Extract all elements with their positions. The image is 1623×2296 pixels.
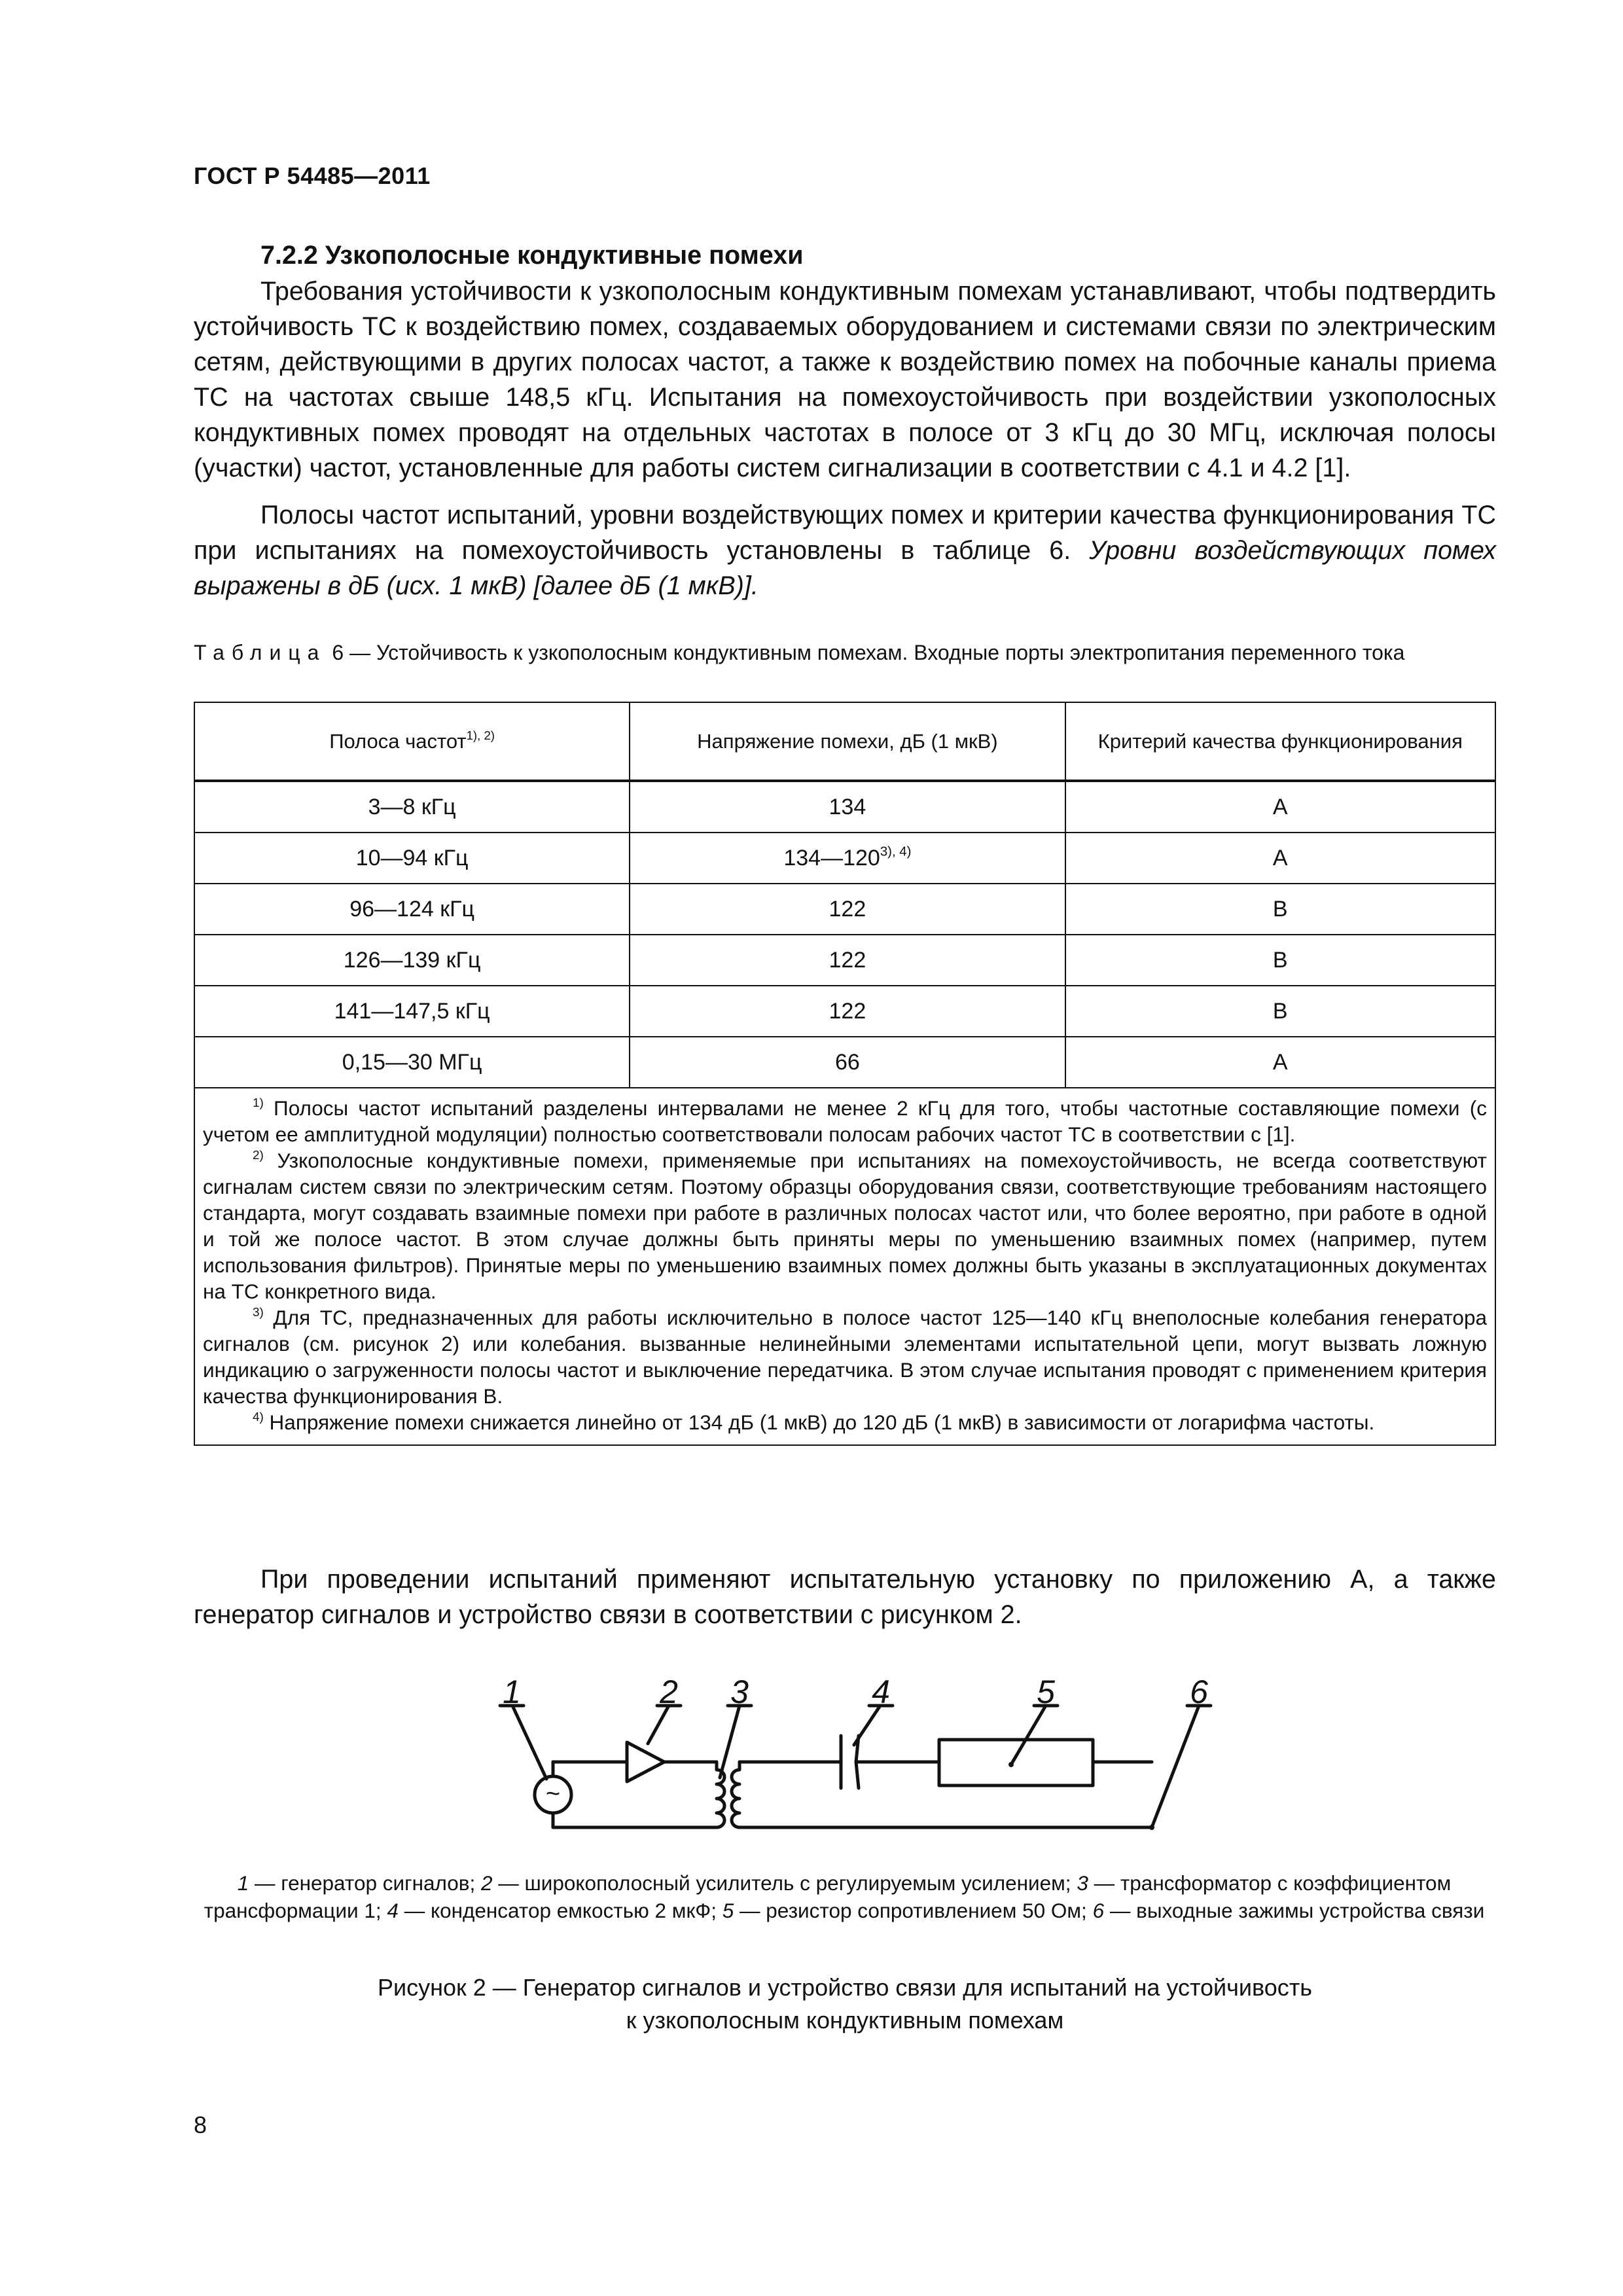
cell-band: 0,15—30 МГц bbox=[194, 1037, 630, 1088]
label-3: 3 bbox=[730, 1674, 749, 1710]
transformer-secondary bbox=[732, 1762, 740, 1827]
note-mark: 4) bbox=[253, 1410, 264, 1424]
note-text: Для ТС, предназначенных для работы исключительно в полосе частот 125—140 кГц внеполосные колебания генератора сигналов (см. рисунок 2) или колебания. вызванные нелинейными элементами испытательной цепи, могут вызвать ложную индикацию о загруженности полосы частот и выключение передатчика. В этом случае испытания проводят с применением критерия качества функционирования В. bbox=[203, 1306, 1487, 1408]
circuit-diagram bbox=[458, 1666, 1243, 1843]
legend-num: 4 bbox=[387, 1899, 399, 1922]
cell-band: 141—147,5 кГц bbox=[194, 986, 630, 1037]
note-mark: 3) bbox=[253, 1305, 264, 1319]
cell-voltage-footnote: 3), 4) bbox=[880, 844, 912, 859]
label-2: 2 bbox=[660, 1674, 678, 1710]
leader-3 bbox=[720, 1706, 740, 1778]
cell-band: 96—124 кГц bbox=[194, 884, 630, 935]
header-band-label: Полоса частот bbox=[329, 729, 467, 753]
cell-band: 126—139 кГц bbox=[194, 935, 630, 986]
generator-symbol-glyph: ~ bbox=[545, 1780, 561, 1808]
figure-caption bbox=[194, 1971, 1496, 2037]
cell-criterion: В bbox=[1065, 935, 1495, 986]
cell-voltage bbox=[630, 935, 1065, 986]
cell-voltage bbox=[630, 986, 1065, 1037]
standard-header: ГОСТ Р 54485—2011 bbox=[194, 162, 431, 189]
legend-num: 1 bbox=[237, 1871, 249, 1895]
table-caption-label: Таблица bbox=[194, 641, 327, 664]
legend-num: 6 bbox=[1092, 1899, 1105, 1922]
label-6: 6 bbox=[1190, 1674, 1208, 1710]
section-paragraph-3: При проведении испытаний применяют испытательную установку по приложению А, а также генератор сигналов и устройство связи в соответствии с рисунком 2. bbox=[194, 1565, 1496, 1629]
legend-num: 3 bbox=[1077, 1871, 1088, 1895]
leader-5 bbox=[1011, 1706, 1046, 1765]
cell-voltage-value: 134—120 bbox=[783, 845, 880, 870]
legend-text: — трансформатор с коэффициентом трансформации 1; bbox=[204, 1871, 1452, 1922]
cell-criterion: В bbox=[1065, 986, 1495, 1037]
leader-6 bbox=[1152, 1706, 1199, 1827]
header-criterion: Критерий качества функционирования bbox=[1065, 702, 1495, 781]
output-terminal-dot bbox=[1149, 1825, 1154, 1830]
legend-num: 5 bbox=[722, 1899, 734, 1922]
resistor-leader-dot bbox=[1008, 1762, 1014, 1767]
legend-text: — резистор сопротивлением 50 Ом; bbox=[734, 1899, 1093, 1922]
legend-text: — выходные зажимы устройства связи bbox=[1104, 1899, 1485, 1922]
cell-criterion: А bbox=[1065, 833, 1495, 884]
table-caption-text: 6 — Устойчивость к узкополосным кондуктивным помехам. Входные порты электропитания переменного тока bbox=[326, 641, 1405, 664]
table-row bbox=[194, 833, 1495, 884]
leader-1 bbox=[512, 1706, 546, 1779]
header-band-footnote: 1), 2) bbox=[466, 728, 495, 742]
table-row bbox=[194, 884, 1495, 935]
section-paragraph-2 bbox=[194, 497, 1496, 603]
table-row bbox=[194, 935, 1495, 986]
section-title: 7.2.2 Узкополосные кондуктивные помехи bbox=[260, 241, 804, 270]
leader-2 bbox=[648, 1706, 669, 1744]
amplifier-symbol bbox=[627, 1742, 664, 1782]
table-row bbox=[194, 781, 1495, 833]
note-text: Напряжение помехи снижается линейно от 134 дБ (1 мкВ) до 120 дБ (1 мкВ) в зависимости от логарифма частоты. bbox=[263, 1410, 1375, 1434]
table-note bbox=[203, 1304, 1487, 1409]
legend-text: — генератор сигналов; bbox=[249, 1871, 481, 1895]
table-caption bbox=[194, 639, 1496, 666]
paragraph-2-italic-text: Уровни воздействующих помех выражены в дБ (исх. 1 мкВ) [далее дБ (1 мкВ)]. bbox=[194, 536, 1496, 600]
cell-voltage bbox=[630, 884, 1065, 935]
header-voltage: Напряжение помехи, дБ (1 мкВ) bbox=[630, 702, 1065, 781]
cell-voltage bbox=[630, 781, 1065, 833]
section-paragraph-1: Требования устойчивости к узкополосным кондуктивным помехам устанавливают, чтобы подтвердить устойчивость ТС к воздействию помех, создаваемых оборудованием и системами связи по электрическим сетям, действующими в других полосах частот, а также к воздействию помех на побочные каналы приема ТС на частотах свыше 148,5 кГц. Испытания на помехоустойчивость при воздействии узкополосных кондуктивных помех проводят на отдельных частотах в полосе от 3 кГц до 30 МГц, исключая полосы (участки) частот, установленные для работы систем сигнализации в соответствии с 4.1 и 4.2 [1]. bbox=[194, 277, 1496, 482]
table-row bbox=[194, 986, 1495, 1037]
table-note bbox=[203, 1409, 1487, 1435]
cell-criterion: А bbox=[1065, 781, 1495, 833]
table-row bbox=[194, 1037, 1495, 1088]
figure-caption-line-2: к узкополосным кондуктивным помехам bbox=[626, 2007, 1064, 2034]
cell-band: 10—94 кГц bbox=[194, 833, 630, 884]
cell-voltage bbox=[630, 1037, 1065, 1088]
note-text: Узкополосные кондуктивные помехи, применяемые при испытаниях на помехоустойчивость, не всегда соответствуют сигналам систем связи по электрическим сетям. Поэтому образцы оборудования связи, соответствующие требованиям настоящего стандарта, могут создавать взаимные помехи при работе в различных полосах частот или, что более вероятно, при работе в одной и той же полосе частот. В этом случае должны быть приняты меры по уменьшению взаимных помех (например, путем использования фильтров). Принятые меры по уменьшению взаимных помех должны быть указаны в эксплуатационных документах на ТС конкретного вида. bbox=[203, 1149, 1487, 1303]
header-band bbox=[194, 702, 630, 781]
note-mark: 2) bbox=[253, 1148, 264, 1162]
figure-legend bbox=[196, 1869, 1492, 1924]
cell-voltage-value: 66 bbox=[834, 1049, 860, 1075]
legend-text: — конденсатор емкостью 2 мкФ; bbox=[398, 1899, 722, 1922]
paragraph-2-text: Полосы частот испытаний, уровни воздействующих помех и критерии качества функционирования ТС при испытаниях на помехоустойчивость установлены в таблице 6. bbox=[194, 501, 1496, 565]
cell-criterion: А bbox=[1065, 1037, 1495, 1088]
table-note bbox=[203, 1095, 1487, 1147]
figure-caption-line-1: Рисунок 2 — Генератор сигналов и устройство связи для испытаний на устойчивость bbox=[377, 1974, 1313, 2001]
label-4: 4 bbox=[872, 1674, 890, 1710]
cell-voltage-value: 122 bbox=[829, 947, 866, 973]
label-5: 5 bbox=[1037, 1674, 1055, 1710]
table-header-row bbox=[194, 702, 1495, 781]
cell-band: 3—8 кГц bbox=[194, 781, 630, 833]
note-mark: 1) bbox=[253, 1096, 264, 1110]
cell-voltage-value: 122 bbox=[829, 998, 866, 1024]
cell-voltage-value: 122 bbox=[829, 896, 866, 922]
table-note bbox=[203, 1147, 1487, 1304]
requirements-table bbox=[194, 702, 1496, 1446]
legend-text: — широкополосный усилитель с регулируемым усилением; bbox=[492, 1871, 1077, 1895]
table-notes-row bbox=[194, 1088, 1495, 1445]
cell-voltage bbox=[630, 833, 1065, 884]
label-1: 1 bbox=[503, 1674, 521, 1710]
resistor-symbol bbox=[939, 1740, 1093, 1785]
leader-4 bbox=[854, 1706, 880, 1745]
legend-num: 2 bbox=[480, 1871, 493, 1895]
page-number: 8 bbox=[194, 2111, 207, 2138]
cell-voltage-value: 134 bbox=[829, 794, 866, 819]
table-notes bbox=[194, 1088, 1495, 1445]
note-text: Полосы частот испытаний разделены интервалами не менее 2 кГц для того, чтобы частотные составляющие помехи (с учетом ее амплитудной модуляции) полностью соответствовали полосам рабочих частот ТС в соответствии с [1]. bbox=[203, 1096, 1487, 1146]
cell-criterion: В bbox=[1065, 884, 1495, 935]
